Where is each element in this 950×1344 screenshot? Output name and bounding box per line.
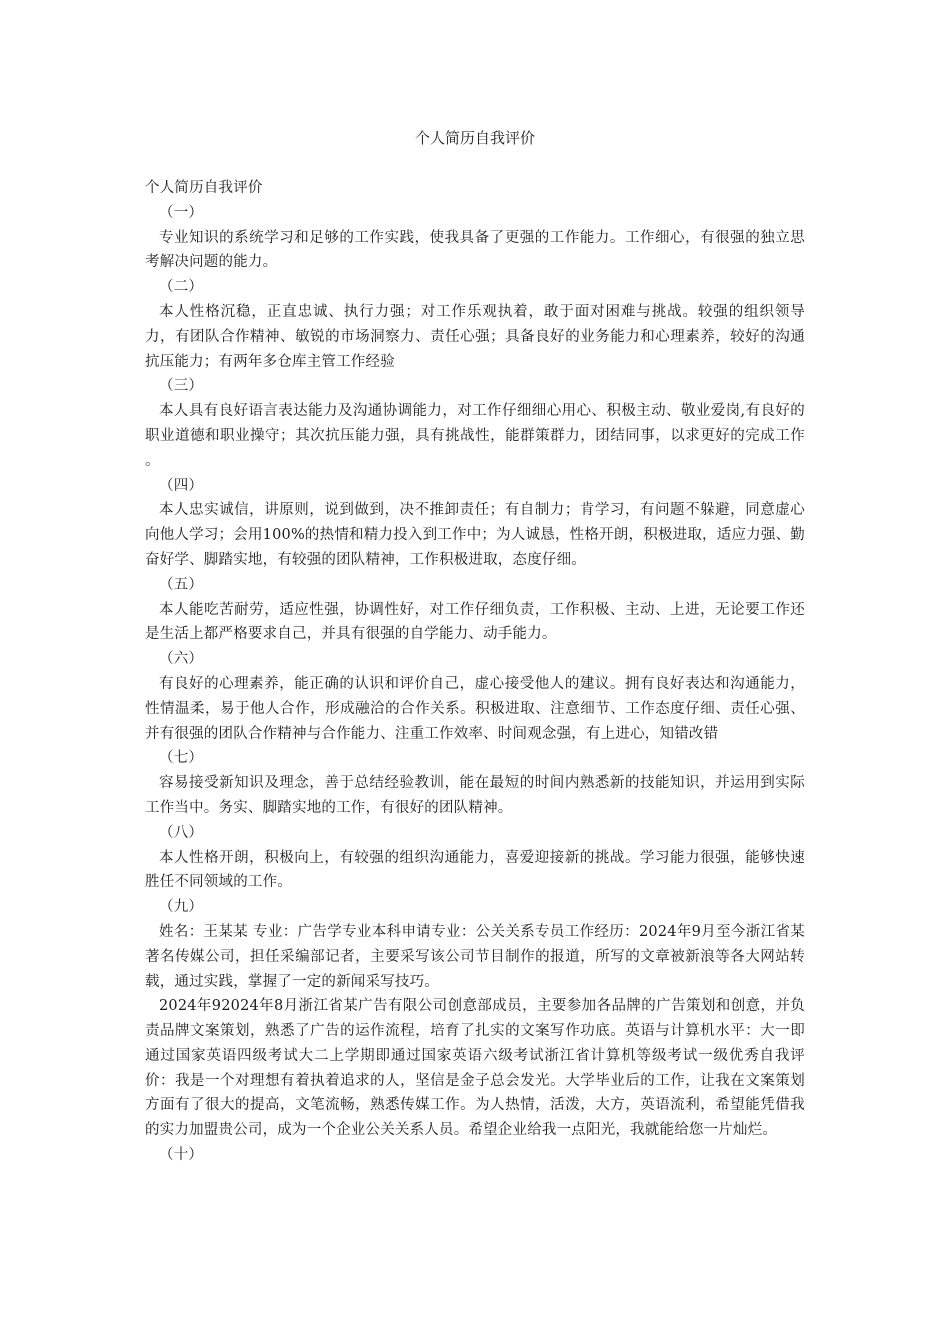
section-marker-4: （四） bbox=[159, 477, 204, 494]
section-text-3: 本人具有良好语言表达能力及沟通协调能力，对工作仔细细心用心、积极主动、敬业爱岗,有良好的职业道德和职业操守；其次抗压能力强，具有挑战性，能群策群力，团结同事，以求更好的完成工作 。 bbox=[145, 403, 805, 469]
document-body bbox=[145, 176, 805, 1168]
section-marker-5: （五） bbox=[159, 576, 204, 593]
section-text-9: 姓名：王某某 专业：广告学专业本科申请专业：公关关系专员工作经历：2024年9月至今浙江省某著名传媒公司，担任采编部记者，主要采写该公司节目制作的报道，所写的文章被新浪等各大网站转载，通过实践，掌握了一定的新闻采写技巧。 bbox=[145, 923, 805, 990]
section-text-2: 本人性格沉稳，正直忠诚、执行力强；对工作乐观执着，敢于面对困难与挑战。较强的组织领导力，有团队合作精神、敏锐的市场洞察力、责任心强；具备良好的业务能力和心理素养，较好的沟通抗压能力；有两年多仓库主管工作经验 bbox=[145, 303, 805, 370]
section-heading: 个人简历自我评价 bbox=[145, 180, 263, 196]
section-marker-8: （八） bbox=[159, 824, 204, 841]
section-text-4: 本人忠实诚信，讲原则，说到做到，决不推卸责任；有自制力；肯学习，有问题不躲避，同意虚心向他人学习；会用100%的热情和精力投入到工作中；为人诚恳，性格开朗，积极进取，适应力强、勤奋好学、脚踏实地，有较强的团队精神，工作积极进取，态度仔细。 bbox=[145, 502, 805, 568]
section-marker-9: （九） bbox=[159, 899, 204, 916]
section-marker-10: （十） bbox=[159, 1147, 204, 1164]
section-text-5: 本人能吃苦耐劳，适应性强，协调性好，对工作仔细负责，工作积极、主动、上进，无论要工作还是生活上都严格要求自己，并具有很强的自学能力、动手能力。 bbox=[145, 601, 805, 643]
section-marker-6: （六） bbox=[159, 651, 204, 668]
section-marker-7: （七） bbox=[159, 750, 204, 767]
section-text-9-continued: 2024年92024年8月浙江省某广告有限公司创意部成员，主要参加各品牌的广告策划和创意，并负责品牌文案策划，熟悉了广告的运作流程，培育了扎实的文案写作功底。英语与计算机水平：大一即通过国家英语四级考试大二上学期即通过国家英语六级考试浙江省计算机等级考试一级优秀自我评价：我是一个对理想有着执着追求的人，坚信是金子总会发光。大学毕业后的工作，让我在文案策划方面有了很大的提高，文笔流畅，熟悉传媒工作。为人热情，活泼，大方，英语流利，希望能凭借我的实力加盟贵公司，成为一个企业公关关系人员。希望企业给我一点阳光，我就能给您一片灿烂。 bbox=[145, 998, 805, 1139]
document-title: 个人简历自我评价 bbox=[414, 129, 535, 147]
section-text-1: 专业知识的系统学习和足够的工作实践，使我具备了更强的工作能力。工作细心，有很强的独立思考解决问题的能力。 bbox=[145, 229, 805, 271]
section-text-6: 有良好的心理素养，能正确的认识和评价自己，虚心接受他人的建议。拥有良好表达和沟通能力，性情温柔，易于他人合作，形成融洽的合作关系。积极进取、注意细节、工作态度仔细、责任心强、并有很强的团队合作精神与合作能力、注重工作效率、时间观念强，有上进心，知错改错 bbox=[145, 675, 805, 742]
section-marker-3: （三） bbox=[159, 378, 204, 395]
section-text-8: 本人性格开朗，积极向上，有较强的组织沟通能力，喜爱迎接新的挑战。学习能力很强，能够快速胜任不同领域的工作。 bbox=[145, 849, 805, 891]
section-marker-1: （一） bbox=[159, 204, 204, 221]
section-marker-2: （二） bbox=[159, 279, 204, 296]
section-text-7: 容易接受新知识及理念，善于总结经验教训，能在最短的时间内熟悉新的技能知识，并运用到实际工作当中。务实、脚踏实地的工作，有很好的团队精神。 bbox=[145, 775, 805, 816]
